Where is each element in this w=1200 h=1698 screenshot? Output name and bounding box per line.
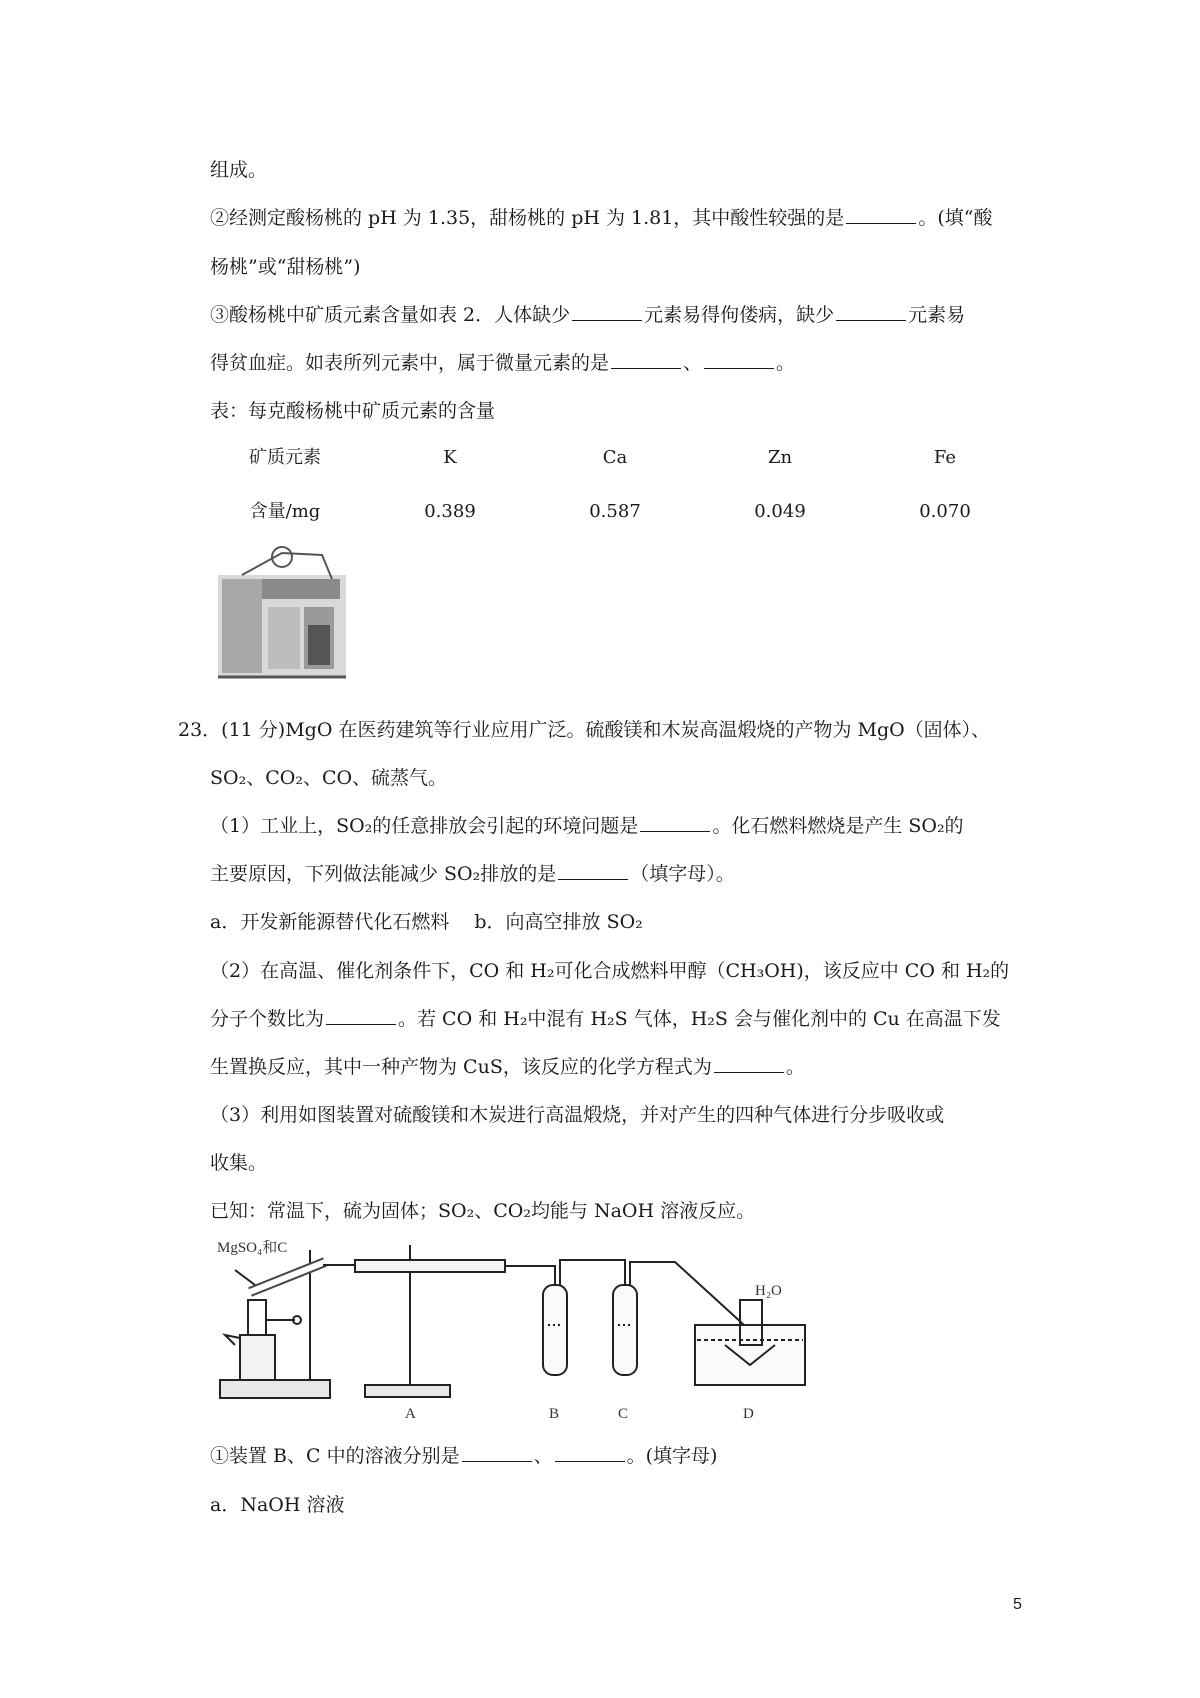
reagent-label: MgSO₄和C xyxy=(217,1240,288,1256)
answer-blank[interactable] xyxy=(462,1443,532,1462)
text-line: 主要原因，下列做法能减少 SO₂排放的是 （填字母）。 xyxy=(210,863,735,885)
table-cell: 0.070 xyxy=(919,501,971,522)
answer-blank[interactable] xyxy=(846,205,916,224)
text-line: ③酸杨桃中矿质元素含量如表 2．人体缺少 元素易得佝偻病，缺少 元素易 xyxy=(210,304,966,326)
text-line: SO₂、CO₂、CO、硫蒸气。 xyxy=(210,767,448,789)
label-c: C xyxy=(618,1406,629,1422)
answer-blank[interactable] xyxy=(326,1006,396,1025)
answer-blank[interactable] xyxy=(704,350,774,369)
text-line: 生置换反应，其中一种产物为 CuS，该反应的化学方程式为 。 xyxy=(210,1056,805,1078)
text-line: 已知：常温下，硫为固体；SO₂、CO₂均能与 NaOH 溶液反应。 xyxy=(210,1200,756,1222)
table-header-cell: 矿质元素 xyxy=(249,447,321,468)
answer-blank[interactable] xyxy=(714,1054,784,1073)
label-d: D xyxy=(743,1406,754,1422)
table-cell: 含量/mg xyxy=(249,501,321,522)
water-label: H₂O xyxy=(755,1283,782,1299)
table-header-cell: Ca xyxy=(602,447,628,468)
options-line: a．开发新能源替代化石燃料 b．向高空排放 SO₂ xyxy=(210,911,643,933)
table-header-cell: Zn xyxy=(767,447,793,468)
text-line: 得贫血症。如表所列元素中，属于微量元素的是 、 。 xyxy=(210,352,796,374)
text-line: （3）利用如图装置对硫酸镁和木炭进行高温煅烧，并对产生的四种气体进行分步吸收或 xyxy=(210,1104,945,1126)
answer-blank[interactable] xyxy=(611,350,681,369)
table-caption: 表：每克酸杨桃中矿质元素的含量 xyxy=(210,400,496,422)
text-line: （1）工业上，SO₂的任意排放会引起的环境问题是 。化石燃料燃烧是产生 SO₂的 xyxy=(210,815,964,837)
table-header-cell: Fe xyxy=(933,447,957,468)
table-cell: 0.049 xyxy=(754,501,806,522)
answer-blank[interactable] xyxy=(640,813,710,832)
page-number: 5 xyxy=(1013,1596,1022,1613)
text-line: ②经测定酸杨桃的 pH 为 1.35，甜杨桃的 pH 为 1.81，其中酸性较强的是 。(填“酸 xyxy=(210,207,993,229)
text-line: 杨桃”或“甜杨桃”) xyxy=(210,256,361,278)
text-line: 收集。 xyxy=(210,1152,268,1174)
table-header-cell: K xyxy=(443,447,457,468)
text-line: 分子个数比为 。若 CO 和 H₂中混有 H₂S 气体，H₂S 会与催化剂中的 Cu 在高温下发 xyxy=(210,1008,1001,1030)
answer-blank[interactable] xyxy=(572,302,642,321)
question-23-stem: 23．(11 分)MgO 在医药建筑等行业应用广泛。硫酸镁和木炭高温煅烧的产物为 MgO（固体）、 xyxy=(178,719,991,741)
table-cell: 0.587 xyxy=(589,501,641,522)
answer-blank[interactable] xyxy=(555,1443,625,1462)
text-line: 组成。 xyxy=(210,159,268,181)
table-cell: 0.389 xyxy=(424,501,476,522)
label-b: B xyxy=(549,1406,560,1422)
text-line: ①装置 B、C 中的溶液分别是 、 。(填字母) xyxy=(210,1445,718,1467)
label-a: A xyxy=(405,1406,416,1422)
text-line: （2）在高温、催化剂条件下，CO 和 H₂可化合成燃料甲醇（CH₃OH)，该反应中 CO 和 H₂的 xyxy=(210,960,1010,982)
answer-blank[interactable] xyxy=(558,861,628,880)
option-a: a．NaOH 溶液 xyxy=(210,1494,345,1516)
apparatus-thumbnail xyxy=(212,545,362,680)
answer-blank[interactable] xyxy=(836,302,906,321)
apparatus-diagram xyxy=(215,1240,855,1430)
